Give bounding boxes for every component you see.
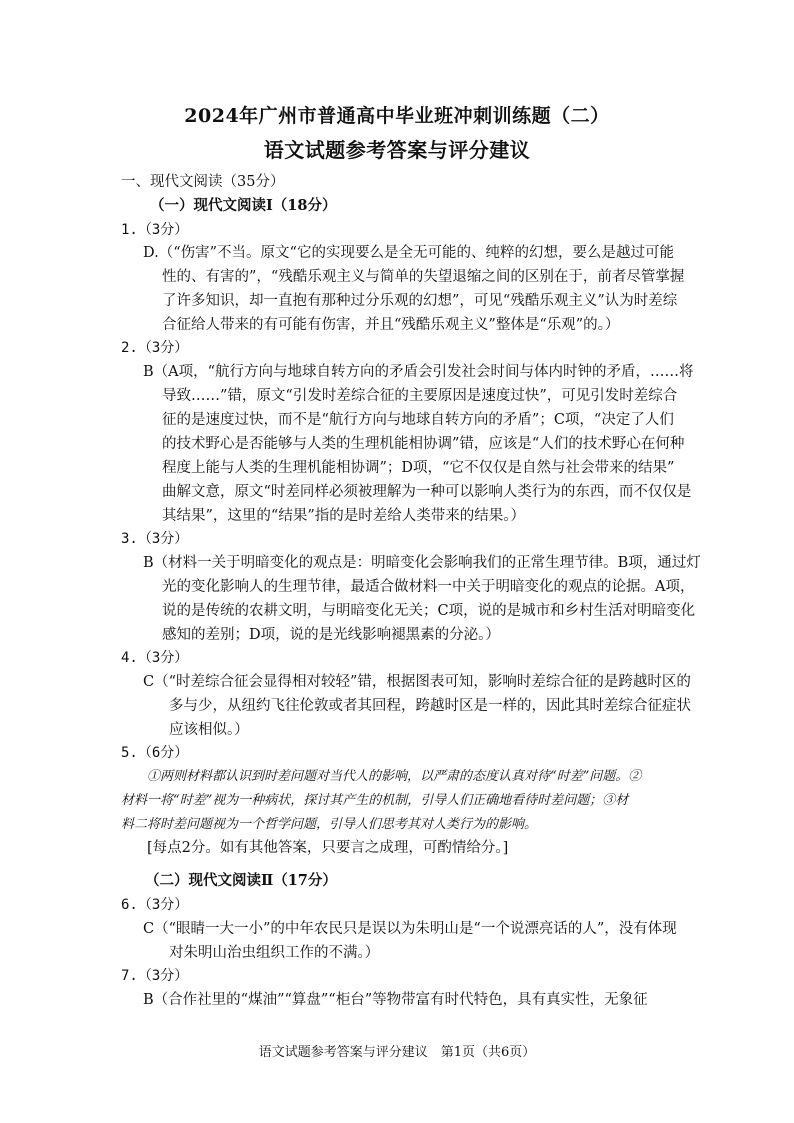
q2-line: 征的是速度过快，而不是“航行方向与地球自转方向的矛盾”；C项，“决定了人们 (162, 412, 674, 428)
q3-number: 3.（3分） (121, 531, 189, 547)
q6-number: 6.（3分） (121, 897, 189, 913)
q4-number: 4.（3分） (121, 650, 189, 666)
q6-line: 对朱明山治虫组织工作的不满。） (169, 945, 380, 961)
q4-line: 多与少，从纽约飞往伦敦或者其回程，跨越时区是一样的，因此其时差综合征症状 (169, 698, 691, 714)
q5-line: 材料一将“时差”视为一种病状，探讨其产生的机制，引导人们正确地看待时差问题；③材 (121, 793, 629, 808)
q2-line: 曲解文意，原文“时差同样必须被理解为一种可以影响人类行为的东西，而不仅仅是 (162, 484, 692, 500)
document-title: 2024年广州市普通高中毕业班冲刺训练题（二） (184, 105, 610, 127)
q5-line: ①两则材料都认识到时差问题对当代人的影响，以严肃的态度认真对待“时差”问题。② (147, 769, 642, 784)
part2-heading: （二）现代文阅读Ⅱ（17分） (145, 872, 337, 889)
q2-line: B（A项，“航行方向与地球自转方向的矛盾会引发社会时间与体内时钟的矛盾，……将 (143, 364, 694, 380)
q2-line: 的技术野心是否能够与人类的生理机能相协调”错，应该是“人们的技术野心在何种 (162, 436, 685, 452)
page-footer: 语文试题参考答案与评分建议 第1页（共6页） (258, 1045, 536, 1060)
q7-line: B（合作社里的“煤油”“算盘”“柜台”等物带富有时代特色，具有真实性，无象征 (143, 992, 648, 1008)
q5-line: 料二将时差问题视为一个哲学问题，引导人们思考其对人类行为的影响。 (121, 817, 538, 832)
part1-heading: （一）现代文阅读Ⅰ（18分） (150, 197, 337, 214)
section-heading: 一、现代文阅读（35分） (121, 174, 285, 190)
q2-line: 导致……”错，原文“引发时差综合征的主要原因是速度过快”，可见引发时差综合 (162, 388, 678, 404)
q6-line: C（“眼睛一大一小”的中年农民只是误以为朱明山是“一个说漂亮话的人”，没有体现 (143, 921, 677, 937)
q1-number: 1.（3分） (121, 222, 189, 238)
document-subtitle: 语文试题参考答案与评分建议 (263, 138, 531, 162)
q3-line: 感知的差别；D项，说的是光线影响褪黑素的分泌。） (162, 627, 500, 643)
q3-line: 光的变化影响人的生理节律，最适合做材料一中关于明暗变化的观点的论据。A项， (162, 579, 695, 595)
q3-line: 说的是传统的农耕文明，与明暗变化无关；C项，说的是城市和乡村生活对明暗变化 (162, 603, 696, 619)
q5-scoring-note: [每点2分。如有其他答案，只要言之成理，可酌情给分。] (147, 840, 509, 856)
q1-line: 性的、有害的”，“残酷乐观主义与简单的失望退缩之间的区别在于，前者尽管掌握 (162, 269, 685, 285)
q2-line: 其结果”，这里的“结果”指的是时差给人类带来的结果。） (162, 508, 525, 524)
q1-line: D.（“伤害”不当。原文“它的实现要么是全无可能的、纯粹的幻想，要么是越过可能 (143, 245, 674, 261)
q2-line: 程度上能与人类的生理机能相协调”；D项，“它不仅仅是自然与社会带来的结果” (162, 460, 675, 476)
q4-line: C（“时差综合征会显得相对较轻”错，根据图表可知，影响时差综合征的是跨越时区的 (143, 674, 691, 690)
q5-number: 5.（6分） (121, 745, 189, 761)
q1-line: 合征给人带来的有可能有伤害，并且“残酷乐观主义”整体是“乐观”的。） (162, 317, 620, 333)
q7-number: 7.（3分） (121, 968, 189, 984)
q1-line: 了许多知识，却一直抱有那种过分乐观的幻想”，可见“残酷乐观主义”认为时差综 (162, 293, 678, 309)
q2-number: 2.（3分） (121, 340, 189, 356)
q3-line: B（材料一关于明暗变化的观点是：明暗变化会影响我们的正常生理节律。B项，通过灯 (143, 555, 701, 571)
q4-line: 应该相似。） (169, 722, 249, 738)
